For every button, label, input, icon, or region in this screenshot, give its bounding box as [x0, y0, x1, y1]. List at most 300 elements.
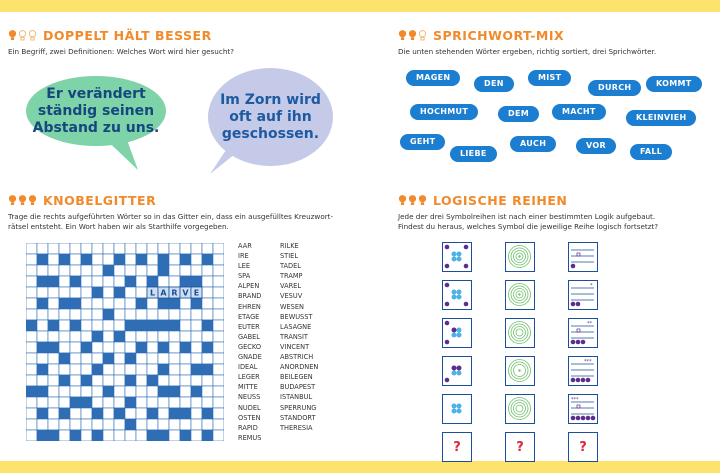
knobel-intro-line1: Trage die rechts aufgeführten Wörter so in das Gitter ein, dass ein ausgefülltes Kreuzwort-: [8, 212, 334, 221]
grid-cell: [48, 353, 59, 364]
grid-cell: [26, 254, 37, 265]
grid-cell: [169, 342, 180, 353]
grid-cell: [103, 364, 114, 375]
grid-cell: [48, 408, 59, 419]
grid-cell: [81, 320, 92, 331]
grid-cell: [169, 309, 180, 320]
grid-cell: [103, 342, 114, 353]
grid-block: [114, 331, 125, 342]
reihen-intro-line2: Findest du heraus, welches Symbol die jeweilige Reihe logisch fortsetzt?: [398, 222, 659, 231]
grid-block: [169, 320, 180, 331]
grid-cell: [213, 375, 224, 386]
grid-cell: [202, 397, 213, 408]
grid-cell: [125, 386, 136, 397]
grid-cell: [26, 364, 37, 375]
grid-cell: [147, 397, 158, 408]
grid-cell: [180, 309, 191, 320]
grid-block: [26, 386, 37, 397]
grid-cell: [125, 331, 136, 342]
lightbulb-filled-icon: [18, 194, 27, 207]
knobel-intro: [8, 212, 338, 232]
difficulty-bulbs: [8, 194, 37, 207]
grid-cell: [70, 265, 81, 276]
lightbulb-filled-icon: [28, 194, 37, 207]
grid-block: [180, 408, 191, 419]
grid-cell: [70, 254, 81, 265]
grid-cell: [158, 243, 169, 254]
top-band: [0, 0, 720, 12]
grid-cell: [136, 353, 147, 364]
lightbulb-filled-icon: [398, 194, 407, 207]
svg-text:***: ***: [584, 359, 592, 365]
grid-cell: [147, 298, 158, 309]
grid-cell: [92, 386, 103, 397]
grid-cell: [169, 265, 180, 276]
knobel-intro-line2: rätsel entsteht. Ein Wort haben wir als Starthilfe vorgegeben.: [8, 222, 229, 231]
word-chip: GEHT: [400, 134, 445, 150]
grid-cell: [169, 276, 180, 287]
grid-cell: [125, 342, 136, 353]
word-chip: AUCH: [510, 136, 556, 152]
grid-block: [114, 254, 125, 265]
grid-block: [92, 287, 103, 298]
grid-cell: [202, 375, 213, 386]
grid-cell: [169, 397, 180, 408]
grid-cell: [114, 364, 125, 375]
lightbulb-filled-icon: [418, 194, 427, 207]
grid-cell: [202, 287, 213, 298]
grid-cell: [125, 430, 136, 441]
grid-cell: [191, 320, 202, 331]
grid-cell: [114, 265, 125, 276]
grid-cell: [92, 419, 103, 430]
grid-cell: [26, 287, 37, 298]
grid-block: [158, 265, 169, 276]
reihen-intro-line1: Jede der drei Symbolreihen ist nach einer bestimmten Logik aufgebaut.: [398, 212, 656, 221]
symbol-cell-lines: [568, 318, 598, 348]
word-chip: KOMMT: [646, 76, 702, 92]
symbol-cell-question: [442, 432, 472, 462]
grid-cell: [26, 331, 37, 342]
grid-block: [103, 386, 114, 397]
grid-block: [147, 430, 158, 441]
grid-block: [48, 276, 59, 287]
grid-cell: [158, 276, 169, 287]
svg-text:**: **: [587, 321, 592, 327]
grid-block: [92, 408, 103, 419]
grid-cell: [81, 430, 92, 441]
word-list-item: ETAGE: [238, 312, 260, 321]
grid-cell: [180, 375, 191, 386]
word-list-item: BUDAPEST: [280, 383, 316, 392]
word-list-item: GNADE: [238, 353, 262, 362]
grid-cell: [202, 243, 213, 254]
svg-text:***: ***: [571, 397, 579, 403]
symbol-cell-dots: [442, 394, 472, 424]
grid-cell: [103, 397, 114, 408]
word-list-item: WESEN: [280, 302, 304, 311]
grid-cell: [213, 419, 224, 430]
symbol-cell-lines: [568, 356, 598, 386]
grid-cell: [169, 364, 180, 375]
grid-cell: [114, 276, 125, 287]
reihen-heading: [398, 193, 713, 208]
grid-block: [92, 430, 103, 441]
grid-cell: [70, 364, 81, 375]
grid-cell: [114, 353, 125, 364]
grid-cell: [191, 419, 202, 430]
question-mark: ?: [516, 439, 524, 455]
grid-cell: [59, 386, 70, 397]
grid-cell: [70, 331, 81, 342]
grid-block: [48, 342, 59, 353]
grid-cell: [180, 331, 191, 342]
grid-cell: [191, 353, 202, 364]
grid-cell: [125, 265, 136, 276]
grid-block: [70, 430, 81, 441]
grid-cell: [114, 386, 125, 397]
grid-cell: [191, 430, 202, 441]
grid-block: [59, 408, 70, 419]
grid-cell: [147, 386, 158, 397]
grid-cell: [59, 397, 70, 408]
bottom-band: [0, 461, 720, 473]
word-list-item: REMUS: [238, 433, 262, 442]
crossword-grid: [26, 243, 224, 441]
grid-cell: [103, 375, 114, 386]
symbol-cell-dots: [442, 280, 472, 310]
grid-cell: [48, 419, 59, 430]
grid-block: [136, 254, 147, 265]
grid-cell: [81, 353, 92, 364]
grid-block: [147, 408, 158, 419]
grid-cell: [213, 265, 224, 276]
grid-cell: [158, 353, 169, 364]
word-list-item: IRE: [238, 252, 249, 261]
word-list-item: NUDEL: [238, 403, 261, 412]
grid-block: [37, 276, 48, 287]
grid-cell: [202, 419, 213, 430]
grid-block: [158, 320, 169, 331]
grid-cell: [92, 320, 103, 331]
lightbulb-filled-icon: [408, 194, 417, 207]
grid-cell: [103, 276, 114, 287]
grid-cell: [59, 419, 70, 430]
grid-cell: [81, 364, 92, 375]
grid-cell: [103, 419, 114, 430]
grid-cell: [169, 375, 180, 386]
grid-block: [125, 353, 136, 364]
grid-cell: [59, 331, 70, 342]
start-word-letter: A: [160, 288, 167, 298]
grid-cell: [136, 265, 147, 276]
grid-cell: [213, 287, 224, 298]
grid-cell: [136, 287, 147, 298]
grid-cell: [59, 287, 70, 298]
grid-cell: [92, 243, 103, 254]
word-chip: DURCH: [588, 80, 641, 96]
grid-cell: [59, 276, 70, 287]
word-chip: HOCHMUT: [410, 104, 478, 120]
grid-block: [125, 320, 136, 331]
word-list-item: LASAGNE: [280, 322, 312, 331]
grid-cell: [26, 276, 37, 287]
grid-cell: [191, 254, 202, 265]
grid-cell: [37, 419, 48, 430]
grid-cell: [48, 397, 59, 408]
grid-block: [125, 419, 136, 430]
grid-cell: [191, 342, 202, 353]
grid-cell: [213, 364, 224, 375]
grid-cell: [158, 375, 169, 386]
word-chip: DEN: [474, 76, 514, 92]
grid-cell: [70, 375, 81, 386]
grid-cell: [213, 408, 224, 419]
grid-block: [191, 386, 202, 397]
doppelt-intro: Ein Begriff, zwei Definitionen: Welches Wort wird hier gesucht?: [8, 47, 235, 56]
grid-cell: [92, 353, 103, 364]
grid-block: [202, 320, 213, 331]
grid-block: [103, 309, 114, 320]
doppelt-title: DOPPELT HÄLT BESSER: [43, 28, 212, 43]
grid-block: [136, 320, 147, 331]
grid-cell: [37, 397, 48, 408]
grid-cell: [70, 287, 81, 298]
word-chip: MAGEN: [406, 70, 460, 86]
word-chip: LIEBE: [450, 146, 497, 162]
word-list-item: NEUSS: [238, 393, 261, 402]
grid-cell: [26, 419, 37, 430]
grid-cell: [48, 254, 59, 265]
grid-cell: [26, 397, 37, 408]
grid-block: [37, 386, 48, 397]
grid-block: [81, 342, 92, 353]
grid-cell: [92, 298, 103, 309]
word-chip: KLEINVIEH: [626, 110, 696, 126]
grid-block: [180, 254, 191, 265]
grid-block: [48, 320, 59, 331]
grid-cell: [213, 254, 224, 265]
grid-block: [125, 397, 136, 408]
section-doppelt: [8, 28, 348, 198]
grid-cell: [26, 309, 37, 320]
grid-cell: [180, 298, 191, 309]
grid-cell: [26, 265, 37, 276]
symbol-cell-rings: [505, 394, 535, 424]
grid-cell: [213, 243, 224, 254]
grid-cell: [48, 265, 59, 276]
grid-cell: [48, 331, 59, 342]
word-list-item: STIEL: [280, 252, 298, 261]
grid-block: [169, 298, 180, 309]
grid-block: [37, 408, 48, 419]
grid-cell: [92, 397, 103, 408]
grid-cell: [37, 353, 48, 364]
grid-cell: [26, 298, 37, 309]
grid-block: [70, 276, 81, 287]
word-list-item: RAPID: [238, 423, 258, 432]
grid-cell: [70, 243, 81, 254]
word-list-item: IDEAL: [238, 363, 258, 372]
grid-cell: [103, 298, 114, 309]
grid-cell: [202, 309, 213, 320]
knobel-title: KNOBELGITTER: [43, 193, 157, 208]
lightbulb-outline-icon: [18, 29, 27, 42]
grid-block: [37, 254, 48, 265]
question-mark: ?: [579, 439, 587, 455]
grid-cell: [169, 353, 180, 364]
grid-cell: [59, 364, 70, 375]
word-list-item: OSTEN: [238, 413, 261, 422]
word-list-item: LEGER: [238, 373, 260, 382]
grid-cell: [147, 265, 158, 276]
grid-cell: [191, 265, 202, 276]
grid-cell: [202, 298, 213, 309]
grid-block: [70, 397, 81, 408]
grid-cell: [191, 243, 202, 254]
grid-block: [191, 276, 202, 287]
grid-cell: [103, 243, 114, 254]
grid-block: [125, 276, 136, 287]
grid-cell: [81, 309, 92, 320]
grid-cell: [114, 320, 125, 331]
grid-cell: [169, 430, 180, 441]
grid-cell: [48, 243, 59, 254]
grid-cell: [70, 386, 81, 397]
grid-cell: [59, 430, 70, 441]
grid-cell: [70, 342, 81, 353]
grid-block: [202, 254, 213, 265]
grid-cell: [114, 309, 125, 320]
grid-cell: [70, 408, 81, 419]
grid-cell: [125, 408, 136, 419]
grid-cell: [180, 265, 191, 276]
difficulty-bulbs: [8, 29, 37, 42]
grid-cell: [180, 353, 191, 364]
grid-cell: [191, 331, 202, 342]
grid-block: [158, 298, 169, 309]
start-word-letter: E: [193, 288, 200, 298]
grid-cell: [81, 287, 92, 298]
grid-block: [180, 276, 191, 287]
grid-cell: [136, 419, 147, 430]
word-list-item: BEWUSST: [280, 312, 313, 321]
grid-cell: [81, 331, 92, 342]
grid-cell: [114, 397, 125, 408]
symbol-cell-question: [505, 432, 535, 462]
symbol-cell-question: [568, 432, 598, 462]
word-list-item: ANORDNEN: [280, 363, 319, 372]
question-mark: ?: [453, 439, 461, 455]
grid-block: [114, 287, 125, 298]
word-list-item: GECKO: [238, 342, 262, 351]
grid-cell: [147, 243, 158, 254]
grid-block: [59, 298, 70, 309]
grid-cell: [92, 309, 103, 320]
word-list-item: BRAND: [238, 292, 262, 301]
word-list-item: TADEL: [280, 262, 301, 271]
knobel-heading: [8, 193, 338, 208]
grid-cell: [158, 408, 169, 419]
grid-cell: [59, 320, 70, 331]
grid-block: [136, 342, 147, 353]
grid-cell: [147, 342, 158, 353]
grid-cell: [213, 331, 224, 342]
grid-cell: [125, 298, 136, 309]
word-list-item: VAREL: [280, 282, 302, 291]
grid-cell: [213, 386, 224, 397]
start-word-letter: L: [149, 288, 156, 298]
grid-cell: [48, 309, 59, 320]
grid-block: [158, 430, 169, 441]
grid-cell: [147, 419, 158, 430]
grid-cell: [202, 331, 213, 342]
symbol-cell-dots: [442, 318, 472, 348]
grid-cell: [213, 320, 224, 331]
symbol-cell-lines: [568, 280, 598, 310]
grid-cell: [70, 353, 81, 364]
grid-block: [81, 254, 92, 265]
grid-cell: [81, 243, 92, 254]
grid-cell: [37, 320, 48, 331]
grid-block: [48, 430, 59, 441]
word-chips: [398, 28, 713, 188]
grid-cell: [103, 430, 114, 441]
grid-cell: [103, 320, 114, 331]
reihen-intro: [398, 212, 713, 232]
difficulty-bulbs: [398, 194, 427, 207]
grid-block: [169, 408, 180, 419]
word-list-item: ALPEN: [238, 282, 260, 291]
grid-cell: [180, 320, 191, 331]
word-list-item: SPERRUNG: [280, 403, 317, 412]
grid-cell: [202, 386, 213, 397]
word-chip: FALL: [630, 144, 672, 160]
grid-block: [37, 430, 48, 441]
grid-cell: [81, 408, 92, 419]
grid-cell: [136, 375, 147, 386]
word-list-item: BEILEGEN: [280, 373, 313, 382]
word-list-item: SPA: [238, 272, 251, 281]
grid-block: [59, 375, 70, 386]
word-list-item: GABEL: [238, 332, 260, 341]
grid-cell: [37, 287, 48, 298]
grid-cell: [147, 309, 158, 320]
speech-bubble-right: Im Zorn wird oft auf ihn geschossen.: [208, 68, 333, 166]
grid-cell: [59, 309, 70, 320]
grid-block: [202, 430, 213, 441]
grid-cell: [114, 342, 125, 353]
symbol-cell-rings: [505, 280, 535, 310]
grid-block: [147, 320, 158, 331]
doppelt-heading: [8, 28, 348, 43]
grid-cell: [103, 331, 114, 342]
grid-cell: [125, 309, 136, 320]
sprichwort-intro: Die unten stehenden Wörter ergeben, richtig sortiert, drei Sprichwörter.: [398, 47, 657, 56]
word-list-item: RILKE: [280, 242, 299, 250]
grid-block: [70, 320, 81, 331]
word-list-right: [280, 241, 318, 433]
grid-cell: [59, 243, 70, 254]
word-list-left: [238, 241, 262, 443]
grid-cell: [92, 254, 103, 265]
grid-cell: [59, 342, 70, 353]
grid-cell: [213, 298, 224, 309]
grid-cell: [136, 408, 147, 419]
word-list-item: ABSTRICH: [280, 353, 314, 362]
grid-block: [92, 331, 103, 342]
grid-cell: [81, 298, 92, 309]
